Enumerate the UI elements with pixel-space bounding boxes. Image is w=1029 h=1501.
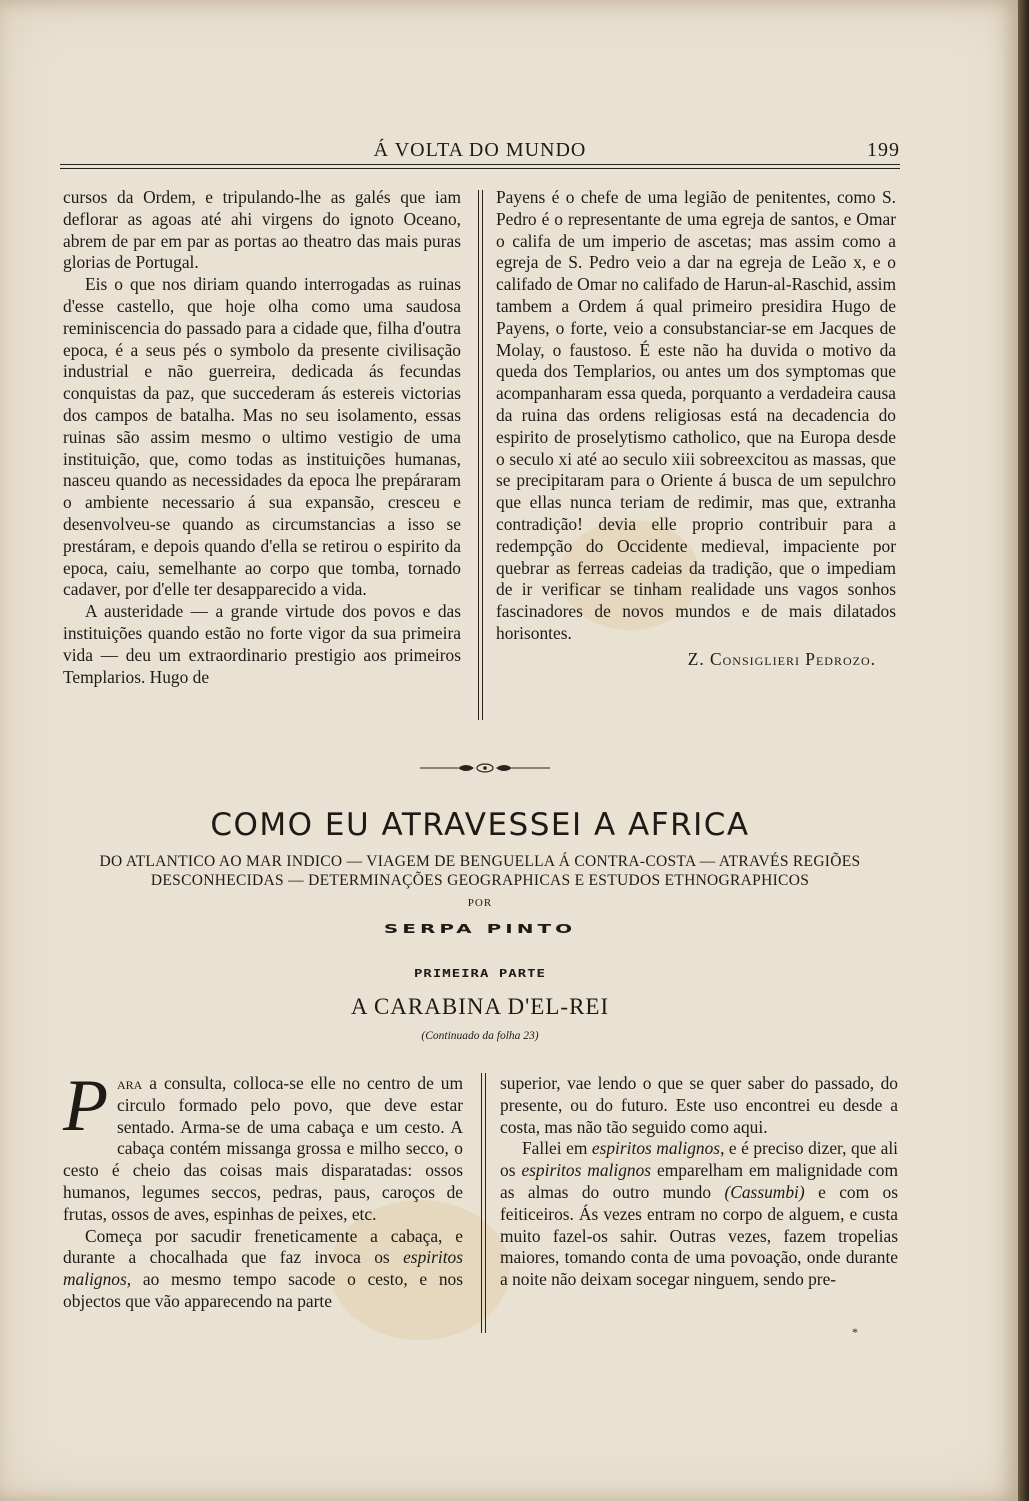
drop-cap: P	[63, 1065, 109, 1147]
signature-mark: *	[852, 1325, 858, 1339]
article-title: COMO EU ATRAVESSEI A AFRICA	[210, 807, 750, 843]
article-author: SERPA PINTO	[383, 921, 577, 937]
text-run: Começa por sacudir freneticamente a cabaça, e durante a chocalhada que faz invoca os	[63, 1225, 463, 1268]
page-number: 199	[867, 139, 900, 161]
byline-por: POR	[467, 897, 493, 909]
header-rule	[60, 168, 900, 169]
column-divider	[485, 1073, 486, 1333]
italic-run: (Cassumbi)	[724, 1181, 805, 1202]
subtitle-line: DO ATLANTICO AO MAR INDICO — VIAGEM DE BENGUELLA Á CONTRA-COSTA — ATRAVÉS REGIÕES	[99, 853, 861, 870]
author-signature: Z. Consiglieri Pedrozo.	[687, 648, 876, 669]
column-divider	[478, 190, 479, 720]
column-divider	[482, 190, 483, 720]
prev-article-column-left	[63, 187, 461, 688]
paragraph	[500, 1138, 898, 1291]
italic-run: espiritos malignos	[521, 1160, 652, 1181]
text-run: , e é preciso dizer, que ali os	[500, 1138, 898, 1181]
column-divider	[481, 1073, 482, 1333]
page-edge	[1018, 0, 1029, 1501]
paragraph	[63, 1065, 463, 1226]
ornament-divider-icon	[420, 761, 550, 775]
subtitle-line: DESCONHECIDAS — DETERMINAÇÕES GEOGRAPHICAS E ESTUDOS ETHNOGRAPHICOS	[150, 872, 810, 889]
smallcaps-lead: ara	[117, 1073, 143, 1093]
running-title: Á VOLTA DO MUNDO	[373, 139, 587, 161]
paragraph	[63, 1226, 463, 1313]
article-subtitle	[60, 852, 900, 890]
paragraph: cursos da Ordem, e tripulando-lhe as galés que iam deflorar as agoas até ahi virgens do ignoto Oceano, abrem de par em par as portas ao theatro das mais puras glorias de Portugal.	[63, 187, 461, 273]
running-head	[60, 139, 900, 163]
continued-note: (Continuado da folha 23)	[421, 1030, 539, 1042]
text-run: ao mesmo tempo sacode o cesto, e nos objectos que vão apparecendo na parte	[63, 1269, 463, 1311]
paragraph: Eis o que nos diriam quando interrogadas as ruinas d'esse castello, que hoje olha como uma saudosa reminiscencia do passado para a cidade que, filha d'outra epoca, é a seus pés o symbolo da presente civilisação industrial e não guerreira, dedicada ás fecundas conquistas da paz, que succederam ás estereis victorias dos campos de batalha. Mas no seu isolamento, essas ruinas são assim mesmo o ultimo vestigio de uma instituição, que, como todas as instituições humanas, nasceu quando as necessidades da epoca lhe prepáraram o ambiente necessario á sua expansão, cresceu e desenvolveu-se quando as circumstancias a isso se prestáram, e depois quando d'ella se retirou o espirito da epoca, caiu, semelhante ao corpo que tomba, tornado cadaver, por d'elle ter desapparecido a vida.	[63, 274, 461, 600]
text-run: Fallei em	[522, 1138, 592, 1159]
part-heading: PRIMEIRA PARTE	[413, 968, 546, 980]
italic-run: espiritos malignos	[591, 1138, 721, 1159]
text-run: emparelham em malignidade com as almas do outro mundo	[500, 1160, 899, 1202]
text-run: e com os feiticeiros. Ás vezes entram no corpo de alguem, e custa muito fazel-os sahir. Outras vezes, fazem tropelias maiores, tomando conta de uma povoação, onde durante a noite não deixam socegar ninguem, sendo pre-	[500, 1181, 898, 1290]
chapter-title: A CARABINA D'EL-REI	[350, 994, 610, 1019]
paragraph: superior, vae lendo o que se quer saber do passado, do presente, ou do futuro. Este uso encontrei eu desde a costa, mas não tão seguido como aqui.	[500, 1073, 898, 1137]
paragraph: Payens é o chefe de uma legião de penitentes, como S. Pedro é o representante de uma egreja de santos, e Omar o califa de um imperio de ascetas; mas assim como a egreja de S. Pedro veio a dar na egreja de Leão x, e o califado de Omar no califado de Harun-al-Raschid, assim tambem a Ordem á qual primeiro presidira Hugo de Payens, o forte, veio a consubstanciar-se em Jacques de Molay, o faustoso. É este não ha duvida o motivo da queda dos Templarios, ou antes um dos symptomas que acompanharam essa queda, porquanto a verdadeira causa da ruina das ordens religiosas está na decadencia do espirito de proselytismo catholico, que na Europa desde o seculo xi até ao seculo xiii sobreexcitou as massas, que se precipitaram para o Oriente á busca de um sepulchro que ellas nunca teriam de redimir, mas que, extranha contradição! devia elle proprio contribuir para a redempção do Occidente medieval, impaciente por quebrar as ferreas cadeias da tradição, que o impediam de ir verificar se tinham realidade uns vagos sonhos fascinadores de novos mundos e de mais dilatados horisontes.	[496, 187, 896, 643]
header-rule	[60, 164, 900, 165]
article-column-left	[63, 1065, 463, 1313]
prev-article-column-right	[496, 187, 896, 671]
italic-run: espiritos malignos,	[63, 1247, 463, 1290]
text-run: a consulta, colloca-se elle no centro de um circulo formado pelo povo, que deve estar sentado. Arma-se de uma cabaça e um cesto. A cabaça contém missanga grossa e milho secco, o cesto é cheio das coisas mais disparatadas: ossos humanos, legumes seccos, pedras, paus, caroços de frutas, ossos de aves, espinhas de peixes, etc.	[63, 1073, 463, 1224]
article-column-right	[500, 1073, 898, 1291]
paragraph: A austeridade — a grande virtude dos povos e das instituições quando estão no forte vigor da sua primeira vida — deu um extraordinario prestigio aos primeiros Templarios. Hugo de	[63, 601, 461, 687]
